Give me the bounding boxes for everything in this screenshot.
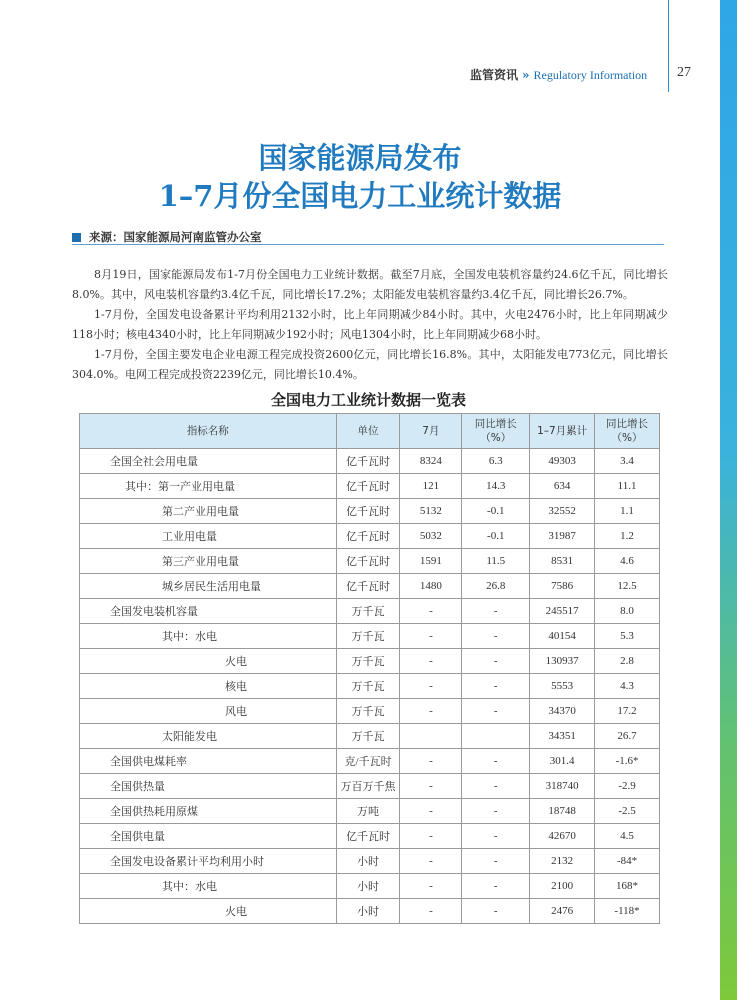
indicator-name-cell: 太阳能发电 (80, 724, 337, 749)
table-cell: 49303 (530, 449, 595, 474)
table-cell: -118* (595, 899, 660, 924)
table-cell: - (400, 874, 462, 899)
table-cell: 亿千瓦时 (336, 549, 400, 574)
table-cell: - (400, 699, 462, 724)
table-cell: - (462, 699, 530, 724)
table-cell: 40154 (530, 624, 595, 649)
table-row (80, 774, 660, 799)
indicator-name-cell: 全国发电设备累计平均利用小时 (80, 849, 337, 874)
table-cell: -1.6* (595, 749, 660, 774)
statistics-table (79, 413, 660, 924)
table-cell: - (400, 749, 462, 774)
table-cell: 121 (400, 474, 462, 499)
table-cell: 130937 (530, 649, 595, 674)
table-row (80, 624, 660, 649)
square-bullet-icon (72, 233, 81, 242)
table-cell: 11.1 (595, 474, 660, 499)
table-cell: 万千瓦 (336, 624, 400, 649)
section-label-en: Regulatory Information (533, 68, 648, 82)
table-cell (462, 724, 530, 749)
table-cell: 12.5 (595, 574, 660, 599)
table-cell: 1480 (400, 574, 462, 599)
table-row (80, 474, 660, 499)
table-row (80, 824, 660, 849)
table-cell: 5132 (400, 499, 462, 524)
indicator-name-cell: 火电 (80, 899, 337, 924)
table-cell: -0.1 (462, 524, 530, 549)
table-cell: 6.3 (462, 449, 530, 474)
table-cell: - (462, 849, 530, 874)
table-cell: 万千瓦 (336, 674, 400, 699)
indicator-name-cell: 全国全社会用电量 (80, 449, 337, 474)
indicator-name-cell: 火电 (80, 649, 337, 674)
table-cell: - (400, 649, 462, 674)
indicator-name-cell: 全国供电量 (80, 824, 337, 849)
table-cell: 万千瓦 (336, 724, 400, 749)
header-month: 7月 (400, 414, 462, 449)
table-cell: 万千瓦 (336, 599, 400, 624)
indicator-name-cell: 全国发电装机容量 (80, 599, 337, 624)
decorative-side-bar (720, 0, 737, 1000)
table-cell: - (462, 799, 530, 824)
table-row (80, 849, 660, 874)
article-body (72, 265, 668, 385)
table-cell: 8.0 (595, 599, 660, 624)
table-cell: 小时 (336, 849, 400, 874)
indicator-name-cell: 全国供热耗用原煤 (80, 799, 337, 824)
double-chevron-icon: » (522, 68, 530, 82)
table-cell: 万吨 (336, 799, 400, 824)
table-cell: 4.5 (595, 824, 660, 849)
article-title-line1: 国家能源局发布 (258, 141, 462, 175)
table-row (80, 874, 660, 899)
table-cell: 634 (530, 474, 595, 499)
table-cell: -2.9 (595, 774, 660, 799)
table-cell: 245517 (530, 599, 595, 624)
table-cell (400, 724, 462, 749)
table-cell: 34351 (530, 724, 595, 749)
table-cell: 5032 (400, 524, 462, 549)
indicator-name-cell: 核电 (80, 674, 337, 699)
table-cell: - (462, 749, 530, 774)
table-cell: 168* (595, 874, 660, 899)
table-row (80, 499, 660, 524)
table-cell: 34370 (530, 699, 595, 724)
table-cell: 2.8 (595, 649, 660, 674)
table-cell: 亿千瓦时 (336, 474, 400, 499)
table-cell: -84* (595, 849, 660, 874)
table-cell: - (400, 824, 462, 849)
paragraph: 1-7月份，全国发电设备累计平均利用2132小时，比上年同期减少84小时。其中，火电2476小时，比上年同期减少118小时；核电4340小时，比上年同期减少192小时；风电1304小时，比上年同期减少68小时。 (72, 308, 668, 341)
header-cumulative: 1–7月累计 (530, 414, 595, 449)
table-cell: -2.5 (595, 799, 660, 824)
table-cell: 亿千瓦时 (336, 574, 400, 599)
header-yoy-cumulative: 同比增长 （%） (595, 414, 660, 449)
table-cell: 小时 (336, 874, 400, 899)
header-unit: 单位 (336, 414, 400, 449)
source-text: 来源：国家能源局河南监管办公室 (89, 230, 262, 244)
table-cell: 26.7 (595, 724, 660, 749)
table-cell: 17.2 (595, 699, 660, 724)
table-cell: 4.6 (595, 549, 660, 574)
table-row (80, 899, 660, 924)
table-cell: 2132 (530, 849, 595, 874)
table-cell: 亿千瓦时 (336, 524, 400, 549)
table-cell: - (400, 624, 462, 649)
table-row (80, 699, 660, 724)
source-line (72, 229, 262, 245)
table-cell: 亿千瓦时 (336, 449, 400, 474)
table-cell: 小时 (336, 899, 400, 924)
table-cell: - (400, 674, 462, 699)
indicator-name-cell: 全国供电煤耗率 (80, 749, 337, 774)
table-title: 全国电力工业统计数据一览表 (270, 391, 466, 409)
table-cell: 14.3 (462, 474, 530, 499)
table-header-row (80, 414, 660, 449)
table-cell: 2476 (530, 899, 595, 924)
table-cell: 4.3 (595, 674, 660, 699)
table-cell: 301.4 (530, 749, 595, 774)
table-cell: 32552 (530, 499, 595, 524)
indicator-name-cell: 城乡居民生活用电量 (80, 574, 337, 599)
table-cell: 18748 (530, 799, 595, 824)
table-cell: - (462, 624, 530, 649)
header-name: 指标名称 (80, 414, 337, 449)
table-cell: 1591 (400, 549, 462, 574)
table-row (80, 724, 660, 749)
table-cell: 11.5 (462, 549, 530, 574)
header-divider (668, 0, 669, 92)
indicator-name-cell: 全国供热量 (80, 774, 337, 799)
table-cell: 5.3 (595, 624, 660, 649)
table-row (80, 524, 660, 549)
table-cell: - (400, 774, 462, 799)
source-divider (72, 244, 664, 245)
table-cell: -0.1 (462, 499, 530, 524)
table-cell: 1.1 (595, 499, 660, 524)
table-cell: 42670 (530, 824, 595, 849)
table-cell: - (462, 874, 530, 899)
table-row (80, 449, 660, 474)
table-row (80, 574, 660, 599)
indicator-name-cell: 其中：水电 (80, 624, 337, 649)
table-row (80, 749, 660, 774)
table-cell: 8531 (530, 549, 595, 574)
table-cell: - (400, 799, 462, 824)
table-cell: 亿千瓦时 (336, 824, 400, 849)
paragraph: 8月19日，国家能源局发布1-7月份全国电力工业统计数据。截至7月底，全国发电装机容量约24.6亿千瓦，同比增长8.0%。其中，风电装机容量约3.4亿千瓦，同比增长17.2%；太阳能发电装机容量约3.4亿千瓦，同比增长26.7%。 (72, 268, 668, 301)
table-row (80, 674, 660, 699)
table-cell: 亿千瓦时 (336, 499, 400, 524)
table-row (80, 649, 660, 674)
table-cell: 2100 (530, 874, 595, 899)
table-cell: 克/千瓦时 (336, 749, 400, 774)
table-cell: - (400, 599, 462, 624)
table-row (80, 599, 660, 624)
table-cell: - (400, 849, 462, 874)
table-cell: 1.2 (595, 524, 660, 549)
table-cell: 3.4 (595, 449, 660, 474)
table-cell: - (462, 599, 530, 624)
table-cell: - (462, 824, 530, 849)
paragraph: 1-7月份，全国主要发电企业电源工程完成投资2600亿元，同比增长16.8%。其中，太阳能发电773亿元，同比增长304.0%。电网工程完成投资2239亿元，同比增长10.4%。 (72, 348, 668, 381)
indicator-name-cell: 工业用电量 (80, 524, 337, 549)
table-cell: 5553 (530, 674, 595, 699)
table-cell: 万千瓦 (336, 699, 400, 724)
page-number: 27 (677, 65, 691, 80)
table-cell: - (400, 899, 462, 924)
table-cell: 318740 (530, 774, 595, 799)
header-yoy-month: 同比增长 （%） (462, 414, 530, 449)
table-cell: 31987 (530, 524, 595, 549)
indicator-name-cell: 其中：水电 (80, 874, 337, 899)
indicator-name-cell: 其中：第一产业用电量 (80, 474, 337, 499)
table-cell: - (462, 674, 530, 699)
indicator-name-cell: 风电 (80, 699, 337, 724)
table-row (80, 549, 660, 574)
indicator-name-cell: 第三产业用电量 (80, 549, 337, 574)
table-cell: - (462, 649, 530, 674)
table-cell: 26.8 (462, 574, 530, 599)
table-cell: - (462, 774, 530, 799)
table-row (80, 799, 660, 824)
running-header (470, 66, 647, 83)
indicator-name-cell: 第二产业用电量 (80, 499, 337, 524)
article-title-line2: 1–7月份全国电力工业统计数据 (158, 179, 562, 213)
table-cell: 8324 (400, 449, 462, 474)
table-cell: - (462, 899, 530, 924)
table-cell: 万百万千焦 (336, 774, 400, 799)
section-label: 监管资讯 (470, 68, 519, 82)
table-cell: 万千瓦 (336, 649, 400, 674)
table-cell: 7586 (530, 574, 595, 599)
